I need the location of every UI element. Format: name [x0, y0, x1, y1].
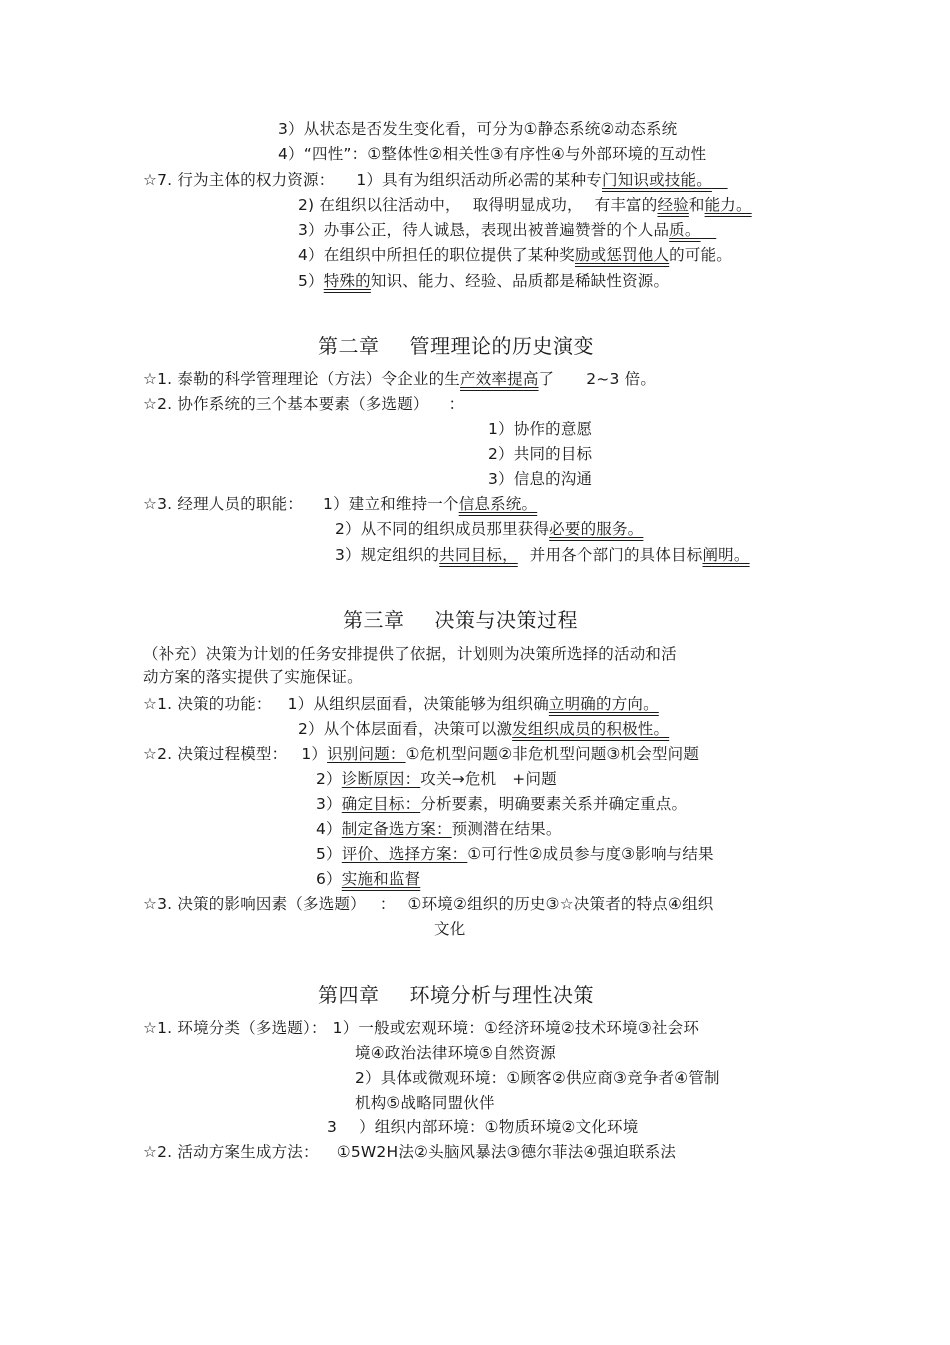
text-line: 3）信息的沟通: [488, 470, 593, 488]
text-line: ☆2. 协作系统的三个基本要素（多选题） ：: [143, 395, 465, 413]
text-line: ☆3. 决策的影响因素（多选题） ： ①环境②组织的历史③☆决策者的特点④组织: [143, 895, 714, 913]
text-line: 3）从状态是否发生变化看，可分为①静态系统②动态系统: [278, 120, 678, 138]
text-line: 4）在组织中所担任的职位提供了某种奖励或惩罚他人的可能。: [298, 246, 732, 264]
text-line: 2）共同的目标: [488, 445, 593, 463]
text-line: ☆1. 泰勒的科学管理理论（方法）令企业的生产效率提高了 2~3 倍。: [143, 370, 657, 388]
text-line: 2) 在组织以往活动中， 取得明显成功， 有丰富的经验和能力。: [298, 196, 752, 214]
text-line: 6）实施和监督: [316, 870, 421, 888]
text-line: 2）诊断原因：攻关→危机 +问题: [316, 770, 557, 788]
text-line: 2）从不同的组织成员那里获得必要的服务。: [335, 520, 644, 538]
text-line: ☆1. 环境分类（多选题）： 1）一般或宏观环境：①经济环境②技术环境③社会环: [143, 1019, 700, 1037]
text-line: 5）评价、选择方案：①可行性②成员参与度③影响与结果: [316, 845, 714, 863]
text-line: ☆2. 决策过程模型： 1）识别问题：①危机型问题②非危机型问题③机会型问题: [143, 745, 700, 763]
text-line: 5）特殊的知识、能力、经验、品质都是稀缺性资源。: [298, 272, 670, 290]
text-line: 3）办事公正，待人诚恳，表现出被普遍赞誉的个人品质。: [298, 221, 701, 239]
text-line: 机构⑤战略同盟伙伴: [355, 1094, 495, 1112]
text-line: 4）“四性”：①整体性②相关性③有序性④与外部环境的互动性: [278, 145, 707, 163]
text-line: 文化: [434, 920, 466, 938]
text-line: ☆3. 经理人员的职能： 1）建立和维持一个信息系统。: [143, 495, 538, 513]
text-line: ☆2. 活动方案生成方法： ①5W2H法②头脑风暴法③德尔菲法④强迫联系法: [143, 1143, 677, 1161]
text-line: 3）规定组织的共同目标， 并用各个部门的具体目标阐明。: [335, 546, 750, 564]
chapter-heading: 第四章 环境分析与理性决策: [318, 983, 594, 1007]
chapter-heading: 第三章 决策与决策过程: [343, 608, 578, 632]
text-line: 1）协作的意愿: [488, 420, 593, 438]
text-line: ☆1. 决策的功能： 1）从组织层面看，决策能够为组织确立明确的方向。: [143, 695, 659, 713]
text-line: （补充）决策为计划的任务安排提供了依据，计划则为决策所选择的活动和活: [143, 645, 677, 663]
text-line: 动方案的落实提供了实施保证。: [143, 668, 363, 686]
text-line: 4）制定备选方案：预测潜在结果。: [316, 820, 562, 838]
text-line: 2）从个体层面看，决策可以激发组织成员的积极性。: [298, 720, 670, 738]
text-line: 3）确定目标：分析要素，明确要素关系并确定重点。: [316, 795, 688, 813]
text-line: 境④政治法律环境⑤自然资源: [355, 1044, 556, 1062]
chapter-heading: 第二章 管理理论的历史演变: [318, 334, 594, 358]
text-line: ☆7. 行为主体的权力资源： 1）具有为组织活动所必需的某种专门知识或技能。: [143, 171, 712, 189]
text-line: 3 ）组织内部环境：①物质环境②文化环境: [327, 1118, 639, 1136]
text-line: 2）具体或微观环境：①顾客②供应商③竞争者④管制: [355, 1069, 720, 1087]
